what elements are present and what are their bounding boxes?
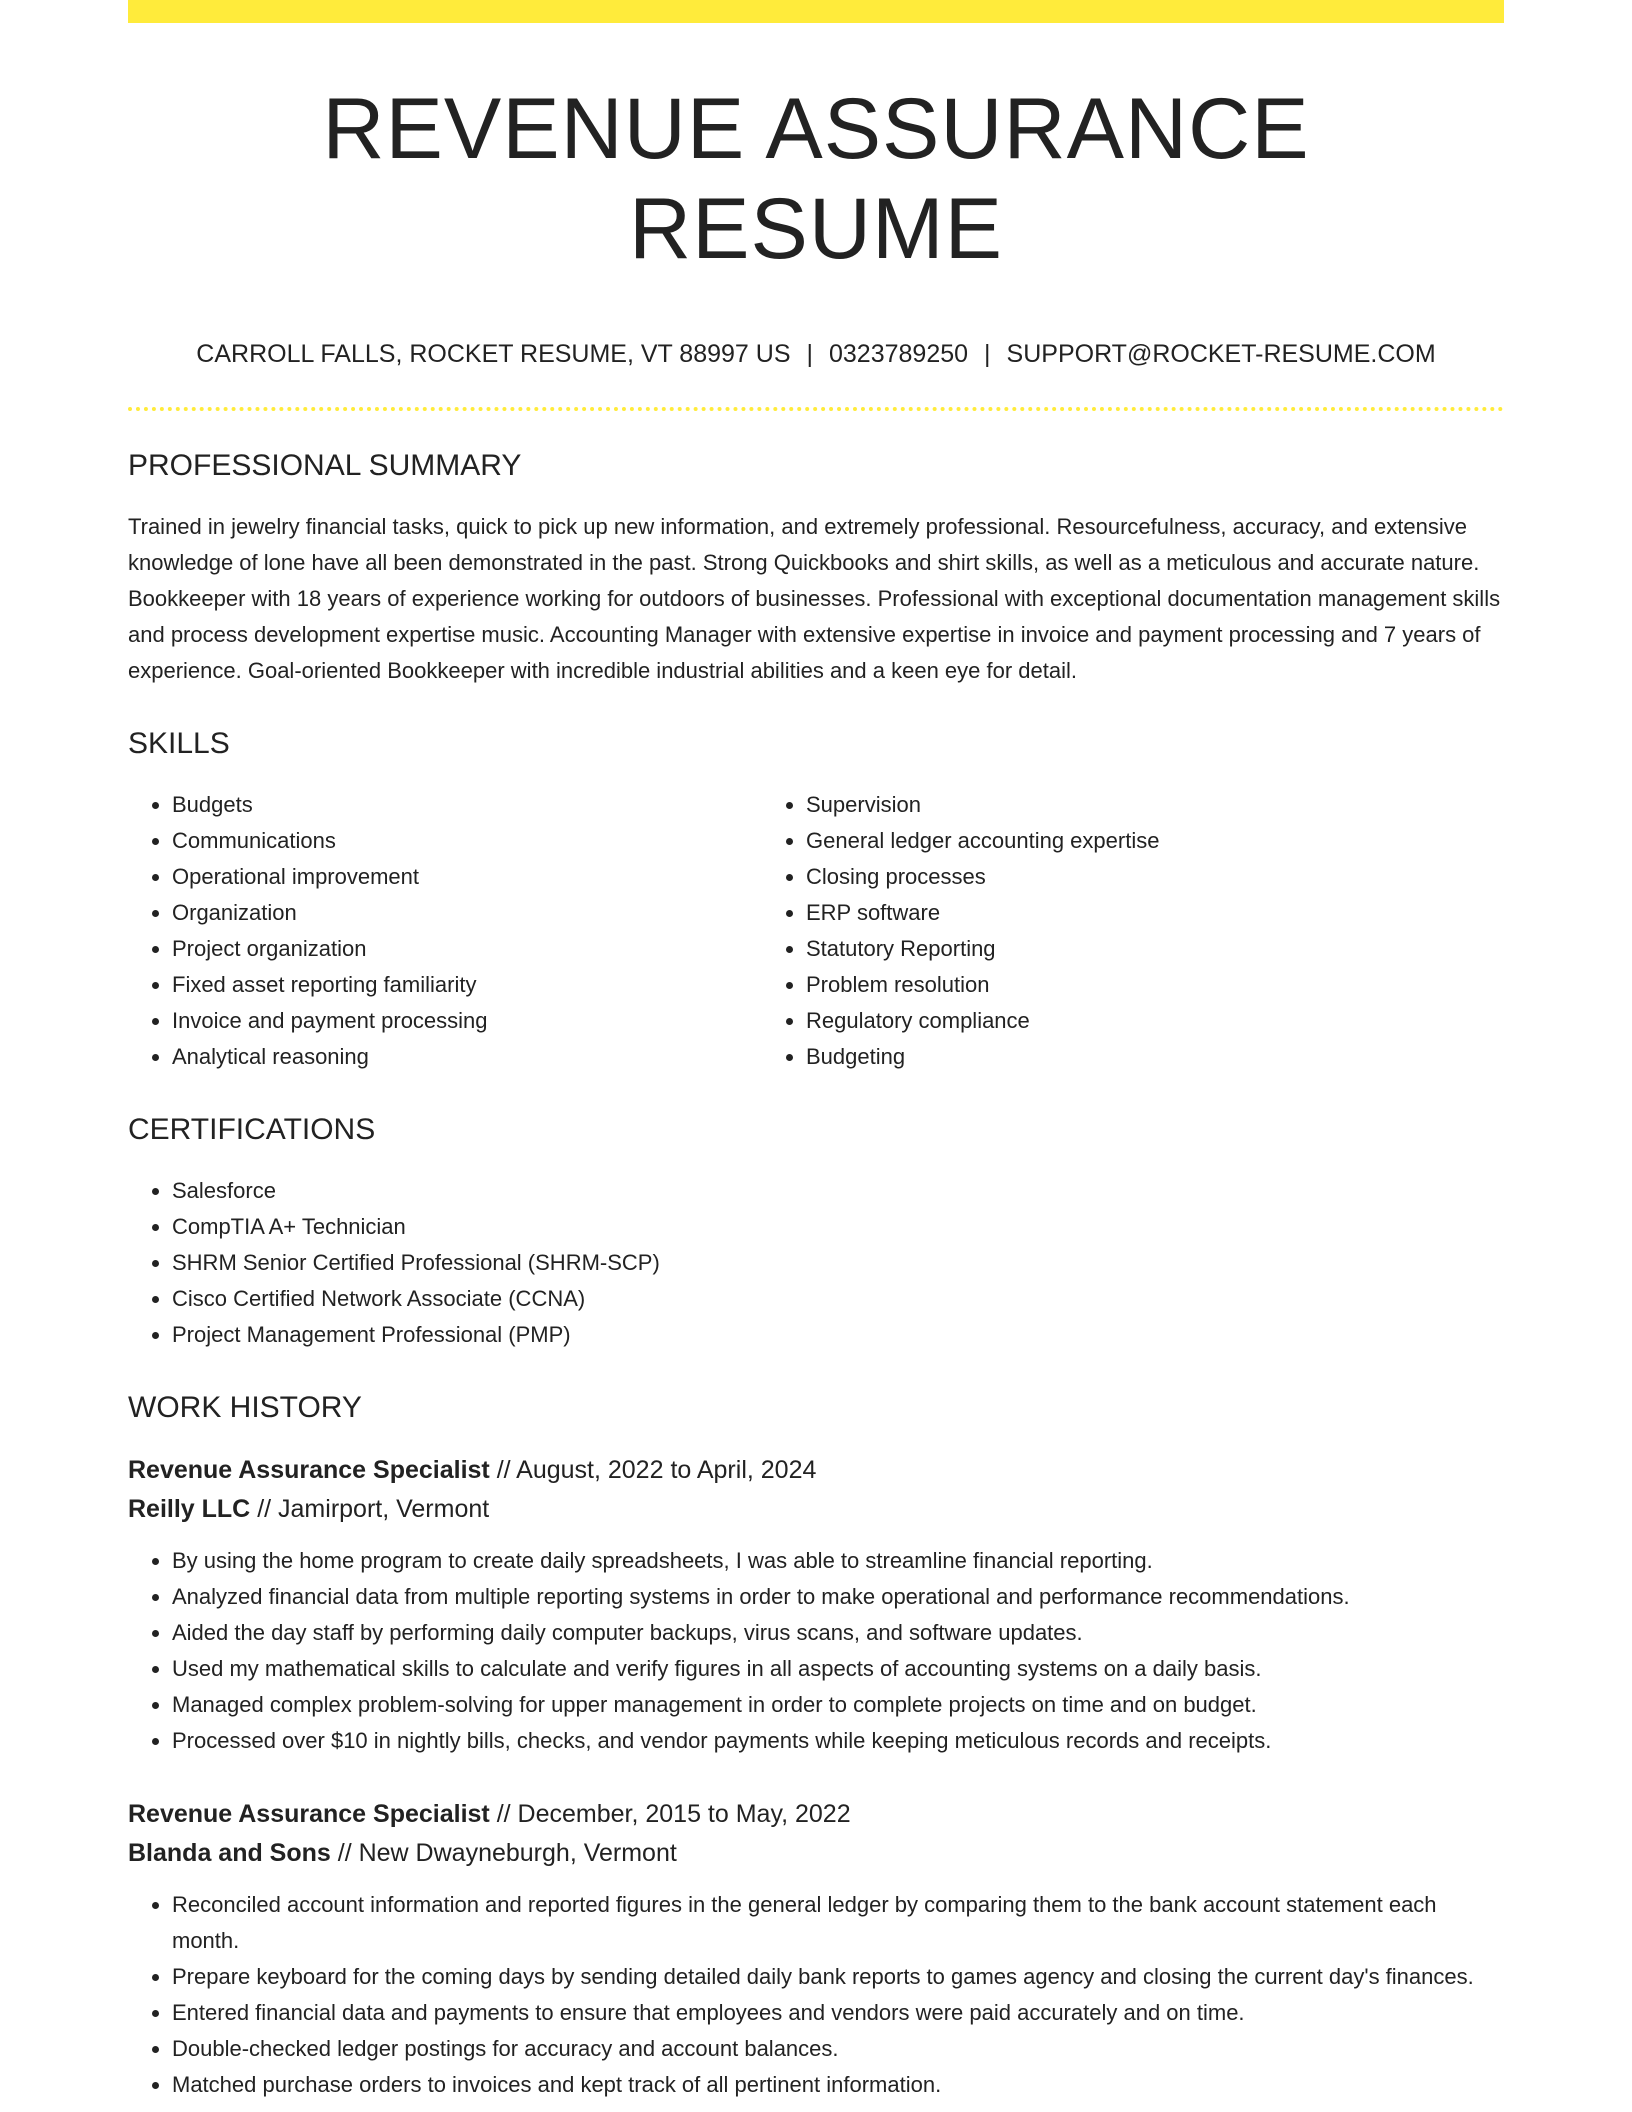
certification-item: • SHRM Senior Certified Professional (SHRM-SCP) [172, 1245, 1504, 1281]
job-company-line [128, 1834, 1504, 1873]
work-history-section [128, 1390, 1504, 2103]
section-title: PROFESSIONAL SUMMARY [128, 449, 522, 482]
summary-text: Trained in jewelry financial tasks, quick to pick up new information, and extremely professional. Resourcefulness, accuracy, and extensive knowledge of lone have all been demonstrated in the past. Strong Quickbooks and shirt skills, as well as a meticulous and accurate nature. Bookkeeper with 18 years of experience working for outdoors of businesses. Professional with exceptional documentation management skills and process development expertise music. Accounting Manager with extensive expertise in invoice and payment processing and 7 years of experience. Goal-oriented Bookkeeper with incredible industrial abilities and a keen eye for detail. [128, 514, 1501, 683]
skill-item: • Closing processes [806, 859, 1504, 895]
skill-item: • Fixed asset reporting familiarity [172, 967, 762, 1003]
skill-item: • General ledger accounting expertise [806, 823, 1504, 859]
certification-item: • CompTIA A+ Technician [172, 1209, 1504, 1245]
skills-section [128, 726, 1504, 1075]
certifications-list [128, 1173, 1504, 1353]
skill-item: • ERP software [806, 895, 1504, 931]
job-duties-list [128, 1887, 1504, 2103]
job-company: Reilly LLC [128, 1495, 251, 1523]
skill-item: • Budgets [172, 787, 762, 823]
section-title: SKILLS [128, 727, 230, 760]
certification-item: • Project Management Professional (PMP) [172, 1317, 1504, 1353]
certification-item: • Cisco Certified Network Associate (CCNA) [172, 1281, 1504, 1317]
job-duties-list [128, 1543, 1504, 1759]
skill-item: • Budgeting [806, 1039, 1504, 1075]
job-entry [128, 1795, 1504, 2103]
skill-item: • Regulatory compliance [806, 1003, 1504, 1039]
skills-grid [128, 787, 1504, 1075]
job-location: // Jamirport, Vermont [250, 1495, 490, 1523]
skill-item: • Problem resolution [806, 967, 1504, 1003]
resume-title: REVENUE ASSURANCE RESUME [322, 81, 1310, 277]
skill-item: • Invoice and payment processing [172, 1003, 762, 1039]
job-duty: • Matched purchase orders to invoices and kept track of all pertinent information. [172, 2067, 1504, 2103]
section-title: CERTIFICATIONS [128, 1113, 376, 1146]
job-position: Revenue Assurance Specialist [128, 1800, 490, 1828]
job-duty: • Analyzed financial data from multiple reporting systems in order to make operational and performance recommendations. [172, 1579, 1504, 1615]
contact-email: SUPPORT@ROCKET-RESUME.COM [1006, 340, 1436, 368]
skill-item: • Organization [172, 895, 762, 931]
job-dates: // December, 2015 to May, 2022 [489, 1800, 851, 1828]
skills-right-list [762, 787, 1504, 1075]
job-duty: • Prepare keyboard for the coming days by sending detailed daily bank reports to games agency and closing the current day's finances. [172, 1959, 1504, 1995]
contact-line [128, 338, 1504, 370]
job-duty: • Double-checked ledger postings for accuracy and account balances. [172, 2031, 1504, 2067]
skill-item: • Communications [172, 823, 762, 859]
job-duty: • Reconciled account information and reported figures in the general ledger by comparing them to the bank account statement each month. [172, 1887, 1504, 1959]
resume-page [128, 0, 1504, 2103]
contact-separator: | [806, 340, 813, 368]
skills-left-list [128, 787, 762, 1075]
job-entry [128, 1451, 1504, 1759]
skill-item: • Supervision [806, 787, 1504, 823]
job-duty: • Aided the day staff by performing daily computer backups, virus scans, and software updates. [172, 1615, 1504, 1651]
skill-item: • Operational improvement [172, 859, 762, 895]
job-company: Blanda and Sons [128, 1839, 331, 1867]
job-title-line [128, 1795, 1504, 1834]
job-duty: • Entered financial data and payments to ensure that employees and vendors were paid accurately and on time. [172, 1995, 1504, 2031]
section-title: WORK HISTORY [128, 1391, 362, 1424]
job-dates: // August, 2022 to April, 2024 [489, 1456, 817, 1484]
skill-item: • Statutory Reporting [806, 931, 1504, 967]
skill-item: • Project organization [172, 931, 762, 967]
job-title-line [128, 1451, 1504, 1490]
job-company-line [128, 1490, 1504, 1529]
certification-item: • Salesforce [172, 1173, 1504, 1209]
contact-phone: 0323789250 [829, 340, 969, 368]
accent-bar [128, 0, 1504, 23]
job-location: // New Dwayneburgh, Vermont [330, 1839, 677, 1867]
job-duty: • Used my mathematical skills to calculate and verify figures in all aspects of accounting systems on a daily basis. [172, 1651, 1504, 1687]
job-duty: • By using the home program to create daily spreadsheets, I was able to streamline financial reporting. [172, 1543, 1504, 1579]
contact-separator: | [984, 340, 991, 368]
job-duty: • Managed complex problem-solving for upper management in order to complete projects on time and on budget. [172, 1687, 1504, 1723]
dotted-divider [128, 407, 1504, 411]
contact-address: CARROLL FALLS, ROCKET RESUME, VT 88997 US [196, 340, 791, 368]
job-position: Revenue Assurance Specialist [128, 1456, 490, 1484]
skill-item: • Analytical reasoning [172, 1039, 762, 1075]
job-duty: • Processed over $10 in nightly bills, checks, and vendor payments while keeping meticulous records and receipts. [172, 1723, 1504, 1759]
certifications-section [128, 1112, 1504, 1353]
summary-section [128, 448, 1504, 689]
